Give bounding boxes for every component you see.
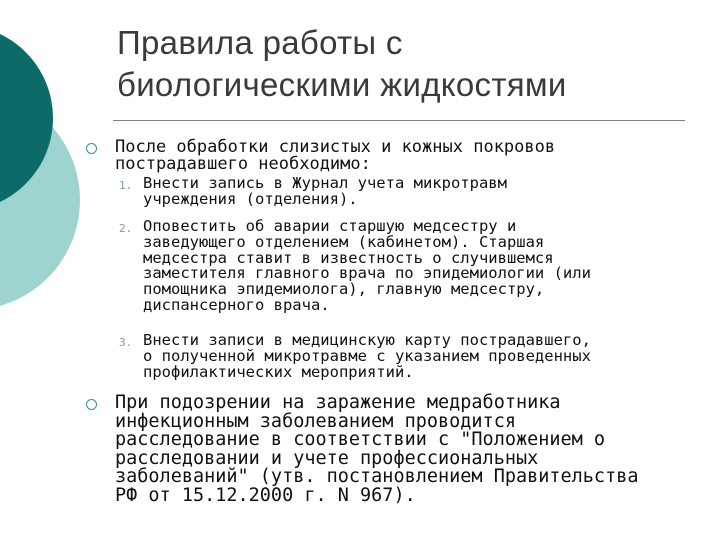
text-line: инфекционным заболеванием проводится <box>115 410 516 432</box>
text-line: заболеваний" (утв. постановлением Правительства <box>115 466 639 487</box>
list-number: 1. <box>119 179 133 192</box>
list-number: 2. <box>119 222 133 235</box>
text-line: заместителя главного врача по эпидемиологии (или <box>143 264 591 283</box>
text-line: диспансерного врача. <box>143 295 330 314</box>
list-item <box>143 219 703 314</box>
text-line: помощника эпидемиолога), главную медсестру, <box>143 280 545 299</box>
bullet-circle-icon <box>86 143 97 154</box>
list-item <box>143 333 703 380</box>
text-line: медсестра ставит в известность о случившемся <box>143 248 554 267</box>
text-line: профилактических мероприятий. <box>143 362 414 381</box>
title-line: Правила работы с <box>117 24 403 61</box>
bullet-circle-icon <box>86 399 97 410</box>
title-divider <box>113 120 685 121</box>
text-line: При подозрении на заражение медработника <box>115 392 561 413</box>
text-line: расследование в соответствии с "Положением о <box>115 429 606 450</box>
text-line: Оповестить об аварии старшую медсестру и <box>143 217 517 235</box>
intro-paragraph <box>115 139 705 173</box>
text-line: РФ от 15.12.2000 г. N 967). <box>115 484 416 506</box>
text-line: пострадавшего необходимо: <box>115 154 371 174</box>
list-item <box>143 176 703 208</box>
text-line: Внести записи в медицинскую карту пострадавшего, <box>143 331 591 349</box>
slide-title <box>117 22 697 106</box>
text-line: заведующего отделением (кабинетом). Старшая <box>143 232 545 251</box>
text-line: о полученной микротравме с указанием проведенных <box>143 346 591 365</box>
text-line: Внести запись в Журнал учета микротравм <box>143 174 507 192</box>
text-line: После обработки слизистых и кожных покровов <box>115 137 556 157</box>
text-line: учреждения (отделения). <box>143 189 358 208</box>
title-line: биологическими жидкостями <box>117 66 567 103</box>
second-point-paragraph <box>115 394 705 505</box>
decorative-circles <box>0 0 110 540</box>
text-line: расследовании и учете профессиональных <box>115 447 539 469</box>
list-number: 3. <box>119 336 133 349</box>
